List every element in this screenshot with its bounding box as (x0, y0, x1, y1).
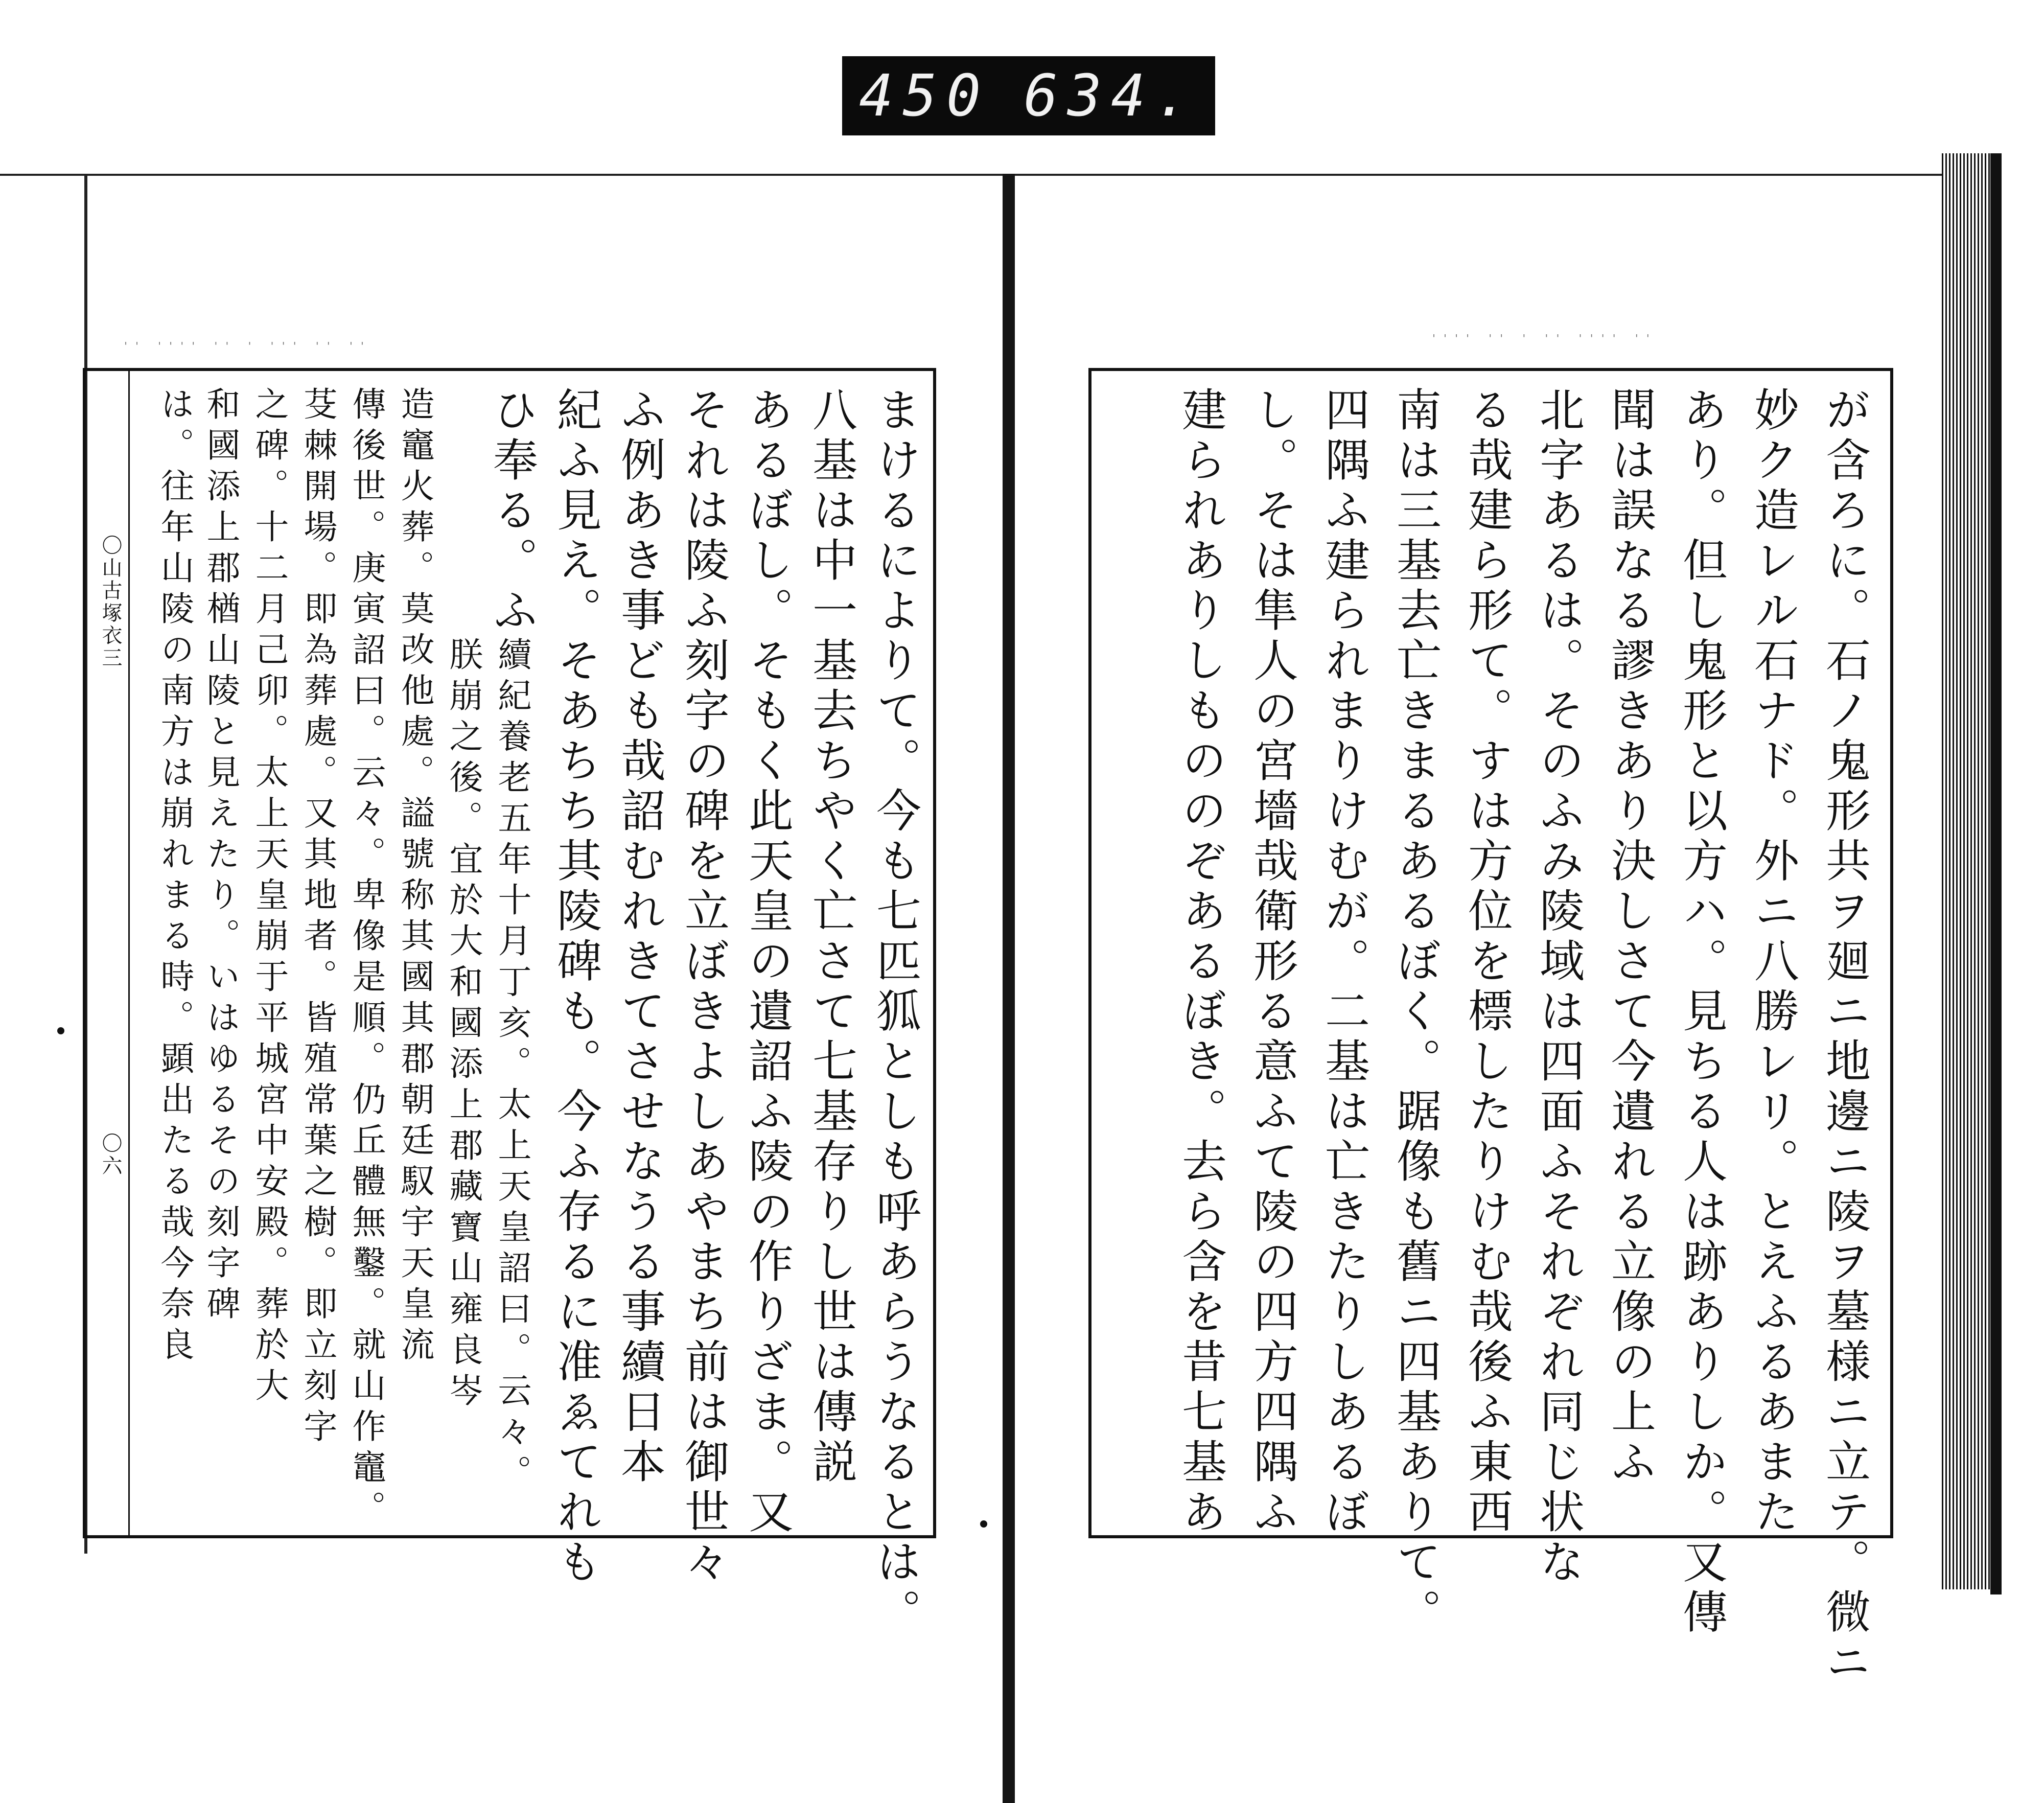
main-text-column: 四隅ふ建られまりけむが。二基は亡きたりしあるぼ (1318, 386, 1371, 1538)
annotation-column: 之碑。十二月己卯。太上天皇崩于平城宮中安殿。葬於大 (249, 386, 289, 1408)
annotation-column: は。往年山陵の南方は崩れまる時。顕出たる哉今奈良 (155, 386, 194, 1368)
annotation-column: 朕崩之後。宜於大和國添上郡藏寶山雍良岑 (444, 637, 483, 1414)
right-page-text-frame (1088, 368, 1893, 1689)
main-text-column: 北字あるは。そのふみ陵域は四面ふそれぞれ同じ状な (1532, 386, 1585, 1588)
call-number-left: 450 (858, 62, 990, 129)
annotation-column: 續紀養老五年十月丁亥。太上天皇詔曰。云々。 (492, 637, 531, 1495)
main-text-column: 建られありしもののぞあるぼき。去ら含を昔七基あ (1175, 386, 1227, 1538)
scan-noise: '''' '' ' '' '''' '' (1431, 332, 1656, 344)
page-top-edge (0, 174, 1993, 176)
annotation-column: 和國添上郡楢山陵と見えたり。いはゆるその刻字碑 (201, 386, 240, 1327)
scan-speck (980, 1520, 987, 1528)
scan-speck (57, 1027, 64, 1034)
main-text-column: ふ例あき事ども哉詔むれきてさせなうる事續日本 (614, 386, 666, 1488)
main-text-column: あり。但し鬼形と以方ハ。見ちる人は跡ありしか。又傳 (1676, 386, 1728, 1638)
main-text-column: 聞は誤なる謬きあり決しさて今遺れる立像の上ふ (1604, 386, 1657, 1488)
annotation-column: 傳後世。庚寅詔曰。云々。卑像是順。仍丘體無鑿。就山作竈。 (346, 386, 386, 1531)
main-text-column: 妙ク造レル石ナド。外ニ八勝レリ。とえふるあまた (1747, 386, 1800, 1538)
main-text-column: 紀ふ見え。そあちち其陵碑も。今ふ存るに准ゑてれも (550, 386, 602, 1588)
call-number-right: 634. (1024, 62, 1198, 129)
main-text-column: それは陵ふ刻字の碑を立ぼきよしあやまち前は御世々 (678, 386, 730, 1588)
annotation-column: 芟棘開場。即為葬處。又其地者。皆殖常葉之樹。即立刻字 (298, 386, 337, 1449)
main-text-column-tail: ひ奉る。ふ (486, 386, 539, 637)
call-number-label (842, 56, 1215, 135)
annotation-column: 造竈火葬。莫改他處。謚號称其國其郡朝廷馭宇天皇流 (395, 386, 434, 1368)
main-text-column: まけるによりて。今も七匹狐としも呼あらうなるとは。 (869, 386, 922, 1638)
main-text-column: 南は三基去亡きまるあるぼく。踞像も舊ニ四基ありて。 (1389, 386, 1442, 1638)
gutter-rule (128, 371, 130, 1535)
left-page-text-frame (83, 368, 936, 1638)
running-title: 〇山古塚衣三 (99, 535, 122, 669)
book-spine (1003, 174, 1015, 1803)
page-stack-edge (1942, 153, 1990, 1589)
main-text-column: 八基は中一基去ちやく亡さて七基存りし世は傳説 (805, 386, 858, 1488)
book-cover-edge (1990, 153, 2002, 1594)
main-text-column: し。そは隼人の宮墻哉衛形る意ふて陵の四方四隅ふ (1246, 386, 1299, 1538)
page-number: 〇六 (99, 1132, 122, 1177)
main-text-column: が含ろに。石ノ鬼形共ヲ廻ニ地邊ニ陵ヲ墓様ニ立テ。微ニ (1819, 386, 1871, 1689)
scan-noise: '' '''' '' ' ''' '' '' (123, 340, 370, 352)
main-text-column: る哉建ら形て。すは方位を標したりけむ哉後ふ東西 (1461, 386, 1514, 1538)
main-text-column: あるぼし。そもく此天皇の遺詔ふ陵の作りざま。又 (741, 386, 794, 1538)
